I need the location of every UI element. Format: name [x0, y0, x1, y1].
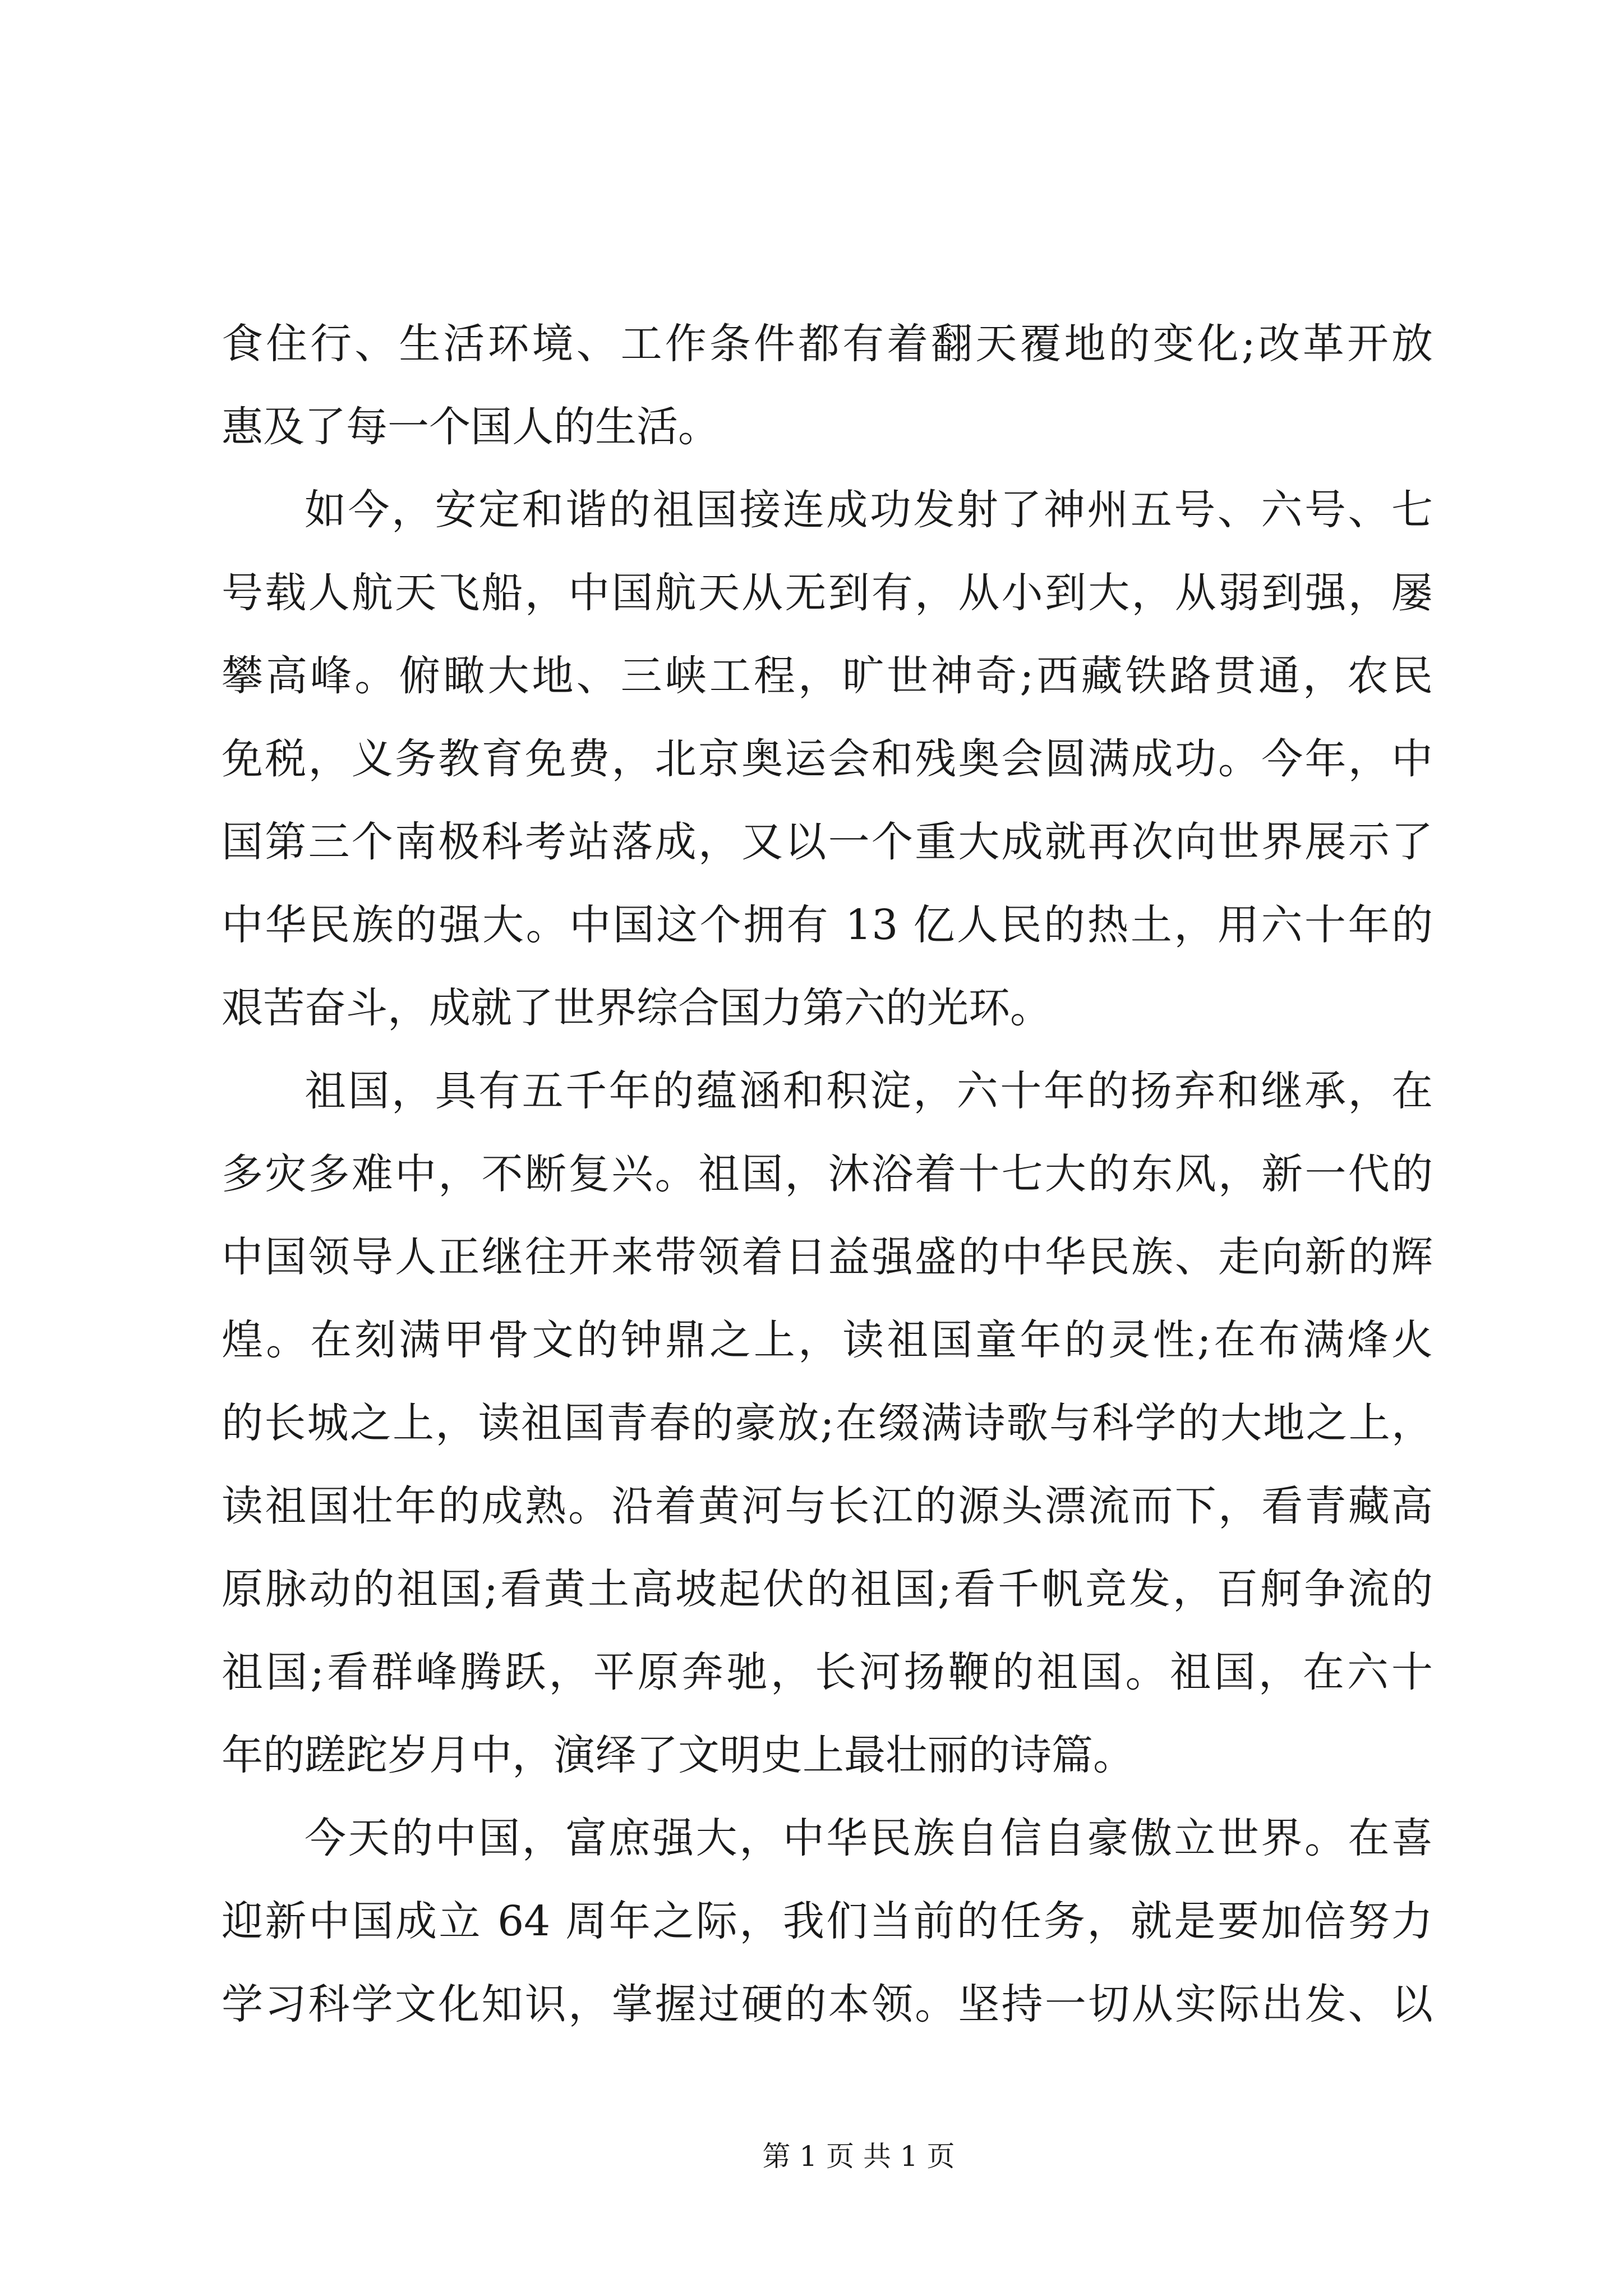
- text-line: 今天的中国，富庶强大，中华民族自信自豪傲立世界。在喜: [305, 1814, 1433, 1862]
- text-line: 艰苦奋斗，成就了世界综合国力第六的光环。: [222, 984, 1052, 1032]
- text-line: 国第三个南极科考站落成，又以一个重大成就再次向世界展示了: [222, 818, 1433, 866]
- text-line: 迎新中国成立 64 周年之际，我们当前的任务，就是要加倍努力: [222, 1897, 1433, 1945]
- paragraph: [222, 1050, 1433, 1797]
- text-line: 中华民族的强大。中国这个拥有 13 亿人民的热土，用六十年的: [222, 901, 1433, 949]
- text-line: 中国领导人正继往开来带领着日益强盛的中华民族、走向新的辉: [222, 1233, 1433, 1281]
- text-line: 号载人航天飞船，中国航天从无到有，从小到大，从弱到强，屡: [222, 569, 1433, 617]
- text-line: 的长城之上，读祖国青春的豪放;在缀满诗歌与科学的大地之上，: [222, 1399, 1433, 1447]
- text-line: 祖国，具有五千年的蕴涵和积淀，六十年的扬弃和继承，在: [305, 1067, 1433, 1115]
- text-line: 如今，安定和谐的祖国接连成功发射了神州五号、六号、七: [305, 486, 1433, 534]
- page-footer: 第 1 页 共 1 页: [762, 2140, 955, 2173]
- text-line: 原脉动的祖国;看黄土高坡起伏的祖国;看千帆竞发，百舸争流的: [222, 1565, 1433, 1613]
- text-line: 学习科学文化知识，掌握过硬的本领。坚持一切从实际出发、以: [222, 1980, 1433, 2028]
- paragraph: [222, 1797, 1433, 2046]
- text-line: 祖国;看群峰腾跃，平原奔驰，长河扬鞭的祖国。祖国，在六十: [222, 1648, 1433, 1696]
- text-line: 多灾多难中，不断复兴。祖国，沐浴着十七大的东风，新一代的: [222, 1150, 1433, 1198]
- text-line: 攀高峰。俯瞰大地、三峡工程，旷世神奇;西藏铁路贯通，农民: [222, 652, 1433, 700]
- text-line: 煌。在刻满甲骨文的钟鼎之上，读祖国童年的灵性;在布满烽火: [222, 1316, 1433, 1364]
- text-line: 惠及了每一个国人的生活。: [222, 403, 720, 451]
- text-line: 食住行、生活环境、工作条件都有着翻天覆地的变化;改革开放: [222, 320, 1433, 368]
- text-line: 年的蹉跎岁月中，演绎了文明史上最壮丽的诗篇。: [222, 1731, 1135, 1779]
- document-body: [222, 302, 1433, 2046]
- text-line: 读祖国壮年的成熟。沿着黄河与长江的源头漂流而下，看青藏高: [222, 1482, 1433, 1530]
- paragraph: [222, 302, 1433, 468]
- paragraph: [222, 468, 1433, 1050]
- text-line: 免税，义务教育免费，北京奥运会和残奥会圆满成功。今年，中: [222, 735, 1433, 783]
